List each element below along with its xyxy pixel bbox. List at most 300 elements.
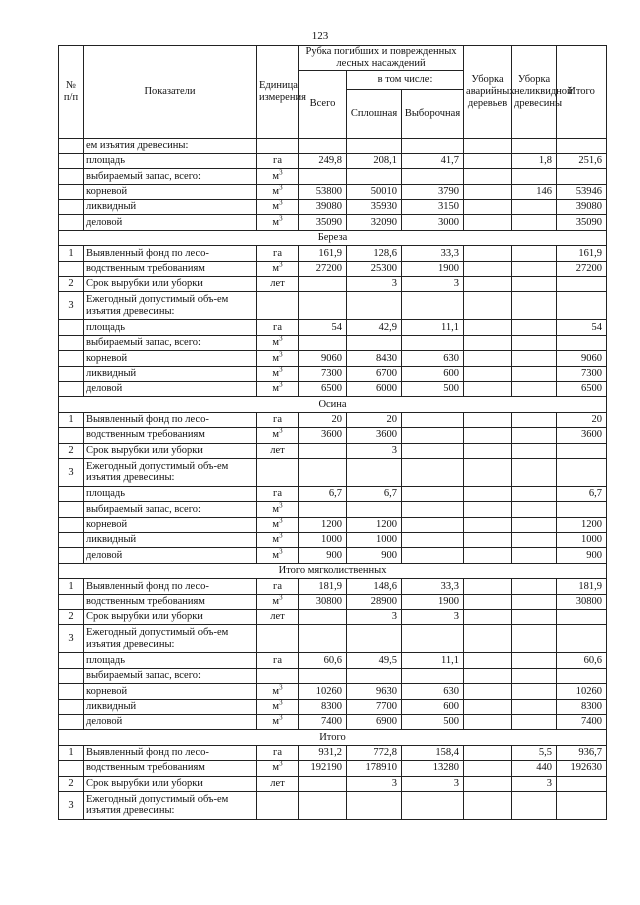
cell-value: 25300 [347, 261, 402, 276]
table-row [59, 715, 607, 730]
cell-value [464, 381, 512, 396]
cell-value: 931,2 [299, 745, 347, 760]
cell-unit [257, 668, 299, 683]
cell-value: 900 [557, 548, 607, 563]
cell-value [464, 351, 512, 366]
section-row [59, 397, 607, 412]
cell-num: 3 [59, 292, 84, 320]
col-num-header: № п/п [59, 46, 84, 139]
cell-value: 178910 [347, 761, 402, 776]
cell-indicator: площадь [84, 486, 257, 501]
cell-value [402, 548, 464, 563]
cell-value [464, 486, 512, 501]
cell-indicator: Выявленный фонд по лесо- [84, 579, 257, 594]
cell-value [402, 517, 464, 532]
cell-value: 3 [347, 277, 402, 292]
cell-value: 6,7 [557, 486, 607, 501]
cell-value [464, 184, 512, 199]
cell-value: 3000 [402, 215, 464, 230]
cell-value: 6500 [557, 381, 607, 396]
table-row [59, 533, 607, 548]
cell-value: 251,6 [557, 153, 607, 168]
cell-value: 192630 [557, 761, 607, 776]
cell-indicator: выбираемый запас, всего: [84, 335, 257, 350]
cell-num [59, 184, 84, 199]
cell-num [59, 502, 84, 517]
cell-value: 3600 [347, 428, 402, 443]
cell-value: 772,8 [347, 745, 402, 760]
cell-value [402, 458, 464, 486]
cell-value: 7700 [347, 699, 402, 714]
cell-value [512, 791, 557, 819]
cell-value: 630 [402, 684, 464, 699]
cell-value: 27200 [557, 261, 607, 276]
cell-value [464, 745, 512, 760]
cell-value [464, 335, 512, 350]
cell-value [299, 668, 347, 683]
table-row [59, 653, 607, 668]
cell-value: 60,6 [299, 653, 347, 668]
table-row [59, 428, 607, 443]
cell-value: 54 [557, 320, 607, 335]
cell-unit: $м^3$ [257, 184, 299, 199]
cell-indicator: Выявленный фонд по лесо- [84, 246, 257, 261]
cell-value: 33,3 [402, 579, 464, 594]
table-row [59, 699, 607, 714]
cell-value: 20 [299, 412, 347, 427]
cell-value: 500 [402, 715, 464, 730]
cell-value [402, 502, 464, 517]
cell-value [464, 776, 512, 791]
cell-value: 158,4 [402, 745, 464, 760]
table-row [59, 169, 607, 184]
cell-num [59, 261, 84, 276]
cell-value: 11,1 [402, 653, 464, 668]
cell-value: 1000 [557, 533, 607, 548]
cell-num: 3 [59, 791, 84, 819]
section-title: Осина [59, 397, 607, 412]
cell-unit: га [257, 320, 299, 335]
cell-value [557, 292, 607, 320]
cell-value [512, 200, 557, 215]
cell-unit: га [257, 653, 299, 668]
cell-value: 3 [402, 610, 464, 625]
cell-num [59, 153, 84, 168]
cell-indicator: Ежегодный допустимый объ-ем изъятия древесины: [84, 292, 257, 320]
cell-value [512, 215, 557, 230]
cell-indicator: деловой [84, 215, 257, 230]
cell-value [512, 412, 557, 427]
cell-indicator: деловой [84, 715, 257, 730]
cell-value [512, 428, 557, 443]
cell-indicator: водственным требованиям [84, 261, 257, 276]
cell-value [464, 668, 512, 683]
table-row [59, 443, 607, 458]
col-selective-header: Выборочная [402, 89, 464, 138]
cell-value [464, 610, 512, 625]
cell-value [347, 625, 402, 653]
cell-value [402, 335, 464, 350]
cell-num [59, 169, 84, 184]
cell-value [557, 625, 607, 653]
cell-value [299, 138, 347, 153]
cell-value [512, 138, 557, 153]
col-total-header: Всего [299, 70, 347, 138]
table-row [59, 684, 607, 699]
cell-value: 1900 [402, 594, 464, 609]
col-emergency-header: Уборка аварийных деревьев [464, 46, 512, 139]
cell-value: 7400 [557, 715, 607, 730]
cell-indicator: деловой [84, 548, 257, 563]
cell-indicator: Срок вырубки или уборки [84, 443, 257, 458]
cell-num [59, 761, 84, 776]
cell-value [464, 320, 512, 335]
cell-value: 28900 [347, 594, 402, 609]
cell-value: 900 [299, 548, 347, 563]
cell-indicator: ликвидный [84, 366, 257, 381]
cell-value [557, 668, 607, 683]
cell-indicator: выбираемый запас, всего: [84, 668, 257, 683]
cell-indicator: выбираемый запас, всего: [84, 169, 257, 184]
cell-indicator: Выявленный фонд по лесо- [84, 745, 257, 760]
cell-num [59, 215, 84, 230]
table-row [59, 517, 607, 532]
cell-unit: $м^3$ [257, 428, 299, 443]
cell-unit: $м^3$ [257, 366, 299, 381]
table-row [59, 246, 607, 261]
cell-value [402, 668, 464, 683]
cell-value [512, 653, 557, 668]
cell-value [402, 169, 464, 184]
cell-value [299, 791, 347, 819]
cell-value: 600 [402, 366, 464, 381]
cell-value: 49,5 [347, 653, 402, 668]
cell-unit: $м^3$ [257, 517, 299, 532]
cell-value [464, 412, 512, 427]
cell-indicator: выбираемый запас, всего: [84, 502, 257, 517]
cell-indicator: Срок вырубки или уборки [84, 776, 257, 791]
cell-num [59, 366, 84, 381]
forest-cutting-table [58, 45, 607, 820]
section-row [59, 563, 607, 578]
cell-unit [257, 791, 299, 819]
cell-value: 27200 [299, 261, 347, 276]
table-row [59, 594, 607, 609]
cell-value [512, 715, 557, 730]
cell-value [464, 215, 512, 230]
cell-value [512, 684, 557, 699]
cell-value: 9060 [557, 351, 607, 366]
cell-indicator: Выявленный фонд по лесо- [84, 412, 257, 427]
cell-value: 1,8 [512, 153, 557, 168]
table-row [59, 761, 607, 776]
table-row [59, 668, 607, 683]
cell-unit: $м^3$ [257, 684, 299, 699]
cell-value [512, 517, 557, 532]
section-title: Береза [59, 230, 607, 245]
cell-value: 20 [347, 412, 402, 427]
cell-value: 9060 [299, 351, 347, 366]
cell-value: 1200 [347, 517, 402, 532]
table-row [59, 215, 607, 230]
cell-value: 33,3 [402, 246, 464, 261]
table-row [59, 458, 607, 486]
cell-value: 3 [402, 277, 464, 292]
cell-value [557, 502, 607, 517]
cell-num [59, 138, 84, 153]
cell-value [464, 533, 512, 548]
cell-indicator: площадь [84, 320, 257, 335]
cell-value [299, 610, 347, 625]
cell-indicator: водственным требованиям [84, 428, 257, 443]
cell-value [512, 486, 557, 501]
cell-value: 3600 [299, 428, 347, 443]
cell-unit [257, 138, 299, 153]
cell-value [557, 458, 607, 486]
cell-value [512, 699, 557, 714]
table-row [59, 351, 607, 366]
cell-value [464, 458, 512, 486]
cell-value: 7300 [557, 366, 607, 381]
cell-value: 32090 [347, 215, 402, 230]
cell-value: 53946 [557, 184, 607, 199]
cell-value [347, 138, 402, 153]
cell-value [512, 594, 557, 609]
cell-value: 161,9 [299, 246, 347, 261]
cell-num [59, 668, 84, 683]
cell-value: 3790 [402, 184, 464, 199]
cell-num [59, 548, 84, 563]
table-row [59, 502, 607, 517]
cell-value: 53800 [299, 184, 347, 199]
cell-value: 161,9 [557, 246, 607, 261]
cell-value: 8430 [347, 351, 402, 366]
cell-value: 35090 [299, 215, 347, 230]
cell-value [299, 335, 347, 350]
table-row [59, 625, 607, 653]
cell-value [464, 153, 512, 168]
cell-value [402, 412, 464, 427]
cell-value [347, 502, 402, 517]
cell-value [402, 138, 464, 153]
cell-value [512, 246, 557, 261]
cell-indicator: корневой [84, 517, 257, 532]
cell-unit: га [257, 153, 299, 168]
cell-value [464, 699, 512, 714]
cell-num [59, 381, 84, 396]
cell-value [464, 277, 512, 292]
cell-value [557, 443, 607, 458]
cell-value [557, 277, 607, 292]
cell-value: 181,9 [299, 579, 347, 594]
cell-value: 6900 [347, 715, 402, 730]
cell-unit: лет [257, 443, 299, 458]
cell-num: 2 [59, 610, 84, 625]
cell-value [464, 579, 512, 594]
cell-unit: $м^3$ [257, 200, 299, 215]
cell-value [464, 200, 512, 215]
table-row [59, 579, 607, 594]
cell-value: 1200 [299, 517, 347, 532]
cell-value: 208,1 [347, 153, 402, 168]
cell-value: 10260 [299, 684, 347, 699]
cell-indicator: корневой [84, 184, 257, 199]
cell-indicator: ликвидный [84, 200, 257, 215]
table-row [59, 261, 607, 276]
cell-unit: $м^3$ [257, 215, 299, 230]
cell-value [464, 625, 512, 653]
col-group-header: Рубка погибших и поврежденных лесных насаждений [299, 46, 464, 71]
cell-indicator: водственным требованиям [84, 594, 257, 609]
cell-unit: $м^3$ [257, 533, 299, 548]
cell-num [59, 715, 84, 730]
cell-unit: лет [257, 776, 299, 791]
cell-num: 1 [59, 579, 84, 594]
cell-indicator: корневой [84, 351, 257, 366]
cell-value [464, 517, 512, 532]
cell-value [299, 625, 347, 653]
cell-value [299, 443, 347, 458]
cell-value [512, 533, 557, 548]
cell-value: 181,9 [557, 579, 607, 594]
cell-value [512, 625, 557, 653]
cell-value [512, 169, 557, 184]
cell-num [59, 320, 84, 335]
cell-value: 50010 [347, 184, 402, 199]
cell-num [59, 351, 84, 366]
cell-value: 3 [347, 443, 402, 458]
cell-value: 39080 [557, 200, 607, 215]
cell-value: 500 [402, 381, 464, 396]
cell-value [557, 138, 607, 153]
cell-value [347, 169, 402, 184]
col-unit-header: Единица измерения [257, 46, 299, 139]
cell-unit: га [257, 412, 299, 427]
section-row [59, 730, 607, 745]
cell-num [59, 428, 84, 443]
cell-value: 6,7 [299, 486, 347, 501]
cell-value [557, 169, 607, 184]
cell-value: 6500 [299, 381, 347, 396]
cell-value: 3 [402, 776, 464, 791]
cell-indicator: Ежегодный допустимый объ-ем изъятия древесины: [84, 791, 257, 819]
cell-value [512, 668, 557, 683]
cell-num [59, 200, 84, 215]
cell-value [512, 277, 557, 292]
cell-value [464, 502, 512, 517]
table-row [59, 486, 607, 501]
table-body [59, 138, 607, 819]
cell-indicator: площадь [84, 153, 257, 168]
cell-value: 1900 [402, 261, 464, 276]
cell-value [557, 335, 607, 350]
table-row [59, 335, 607, 350]
cell-value [347, 458, 402, 486]
cell-value [402, 292, 464, 320]
cell-num [59, 684, 84, 699]
section-row [59, 230, 607, 245]
cell-value [464, 292, 512, 320]
cell-value: 936,7 [557, 745, 607, 760]
cell-unit [257, 458, 299, 486]
cell-value: 3 [512, 776, 557, 791]
cell-value [464, 761, 512, 776]
cell-value: 1000 [347, 533, 402, 548]
cell-value: 3 [347, 776, 402, 791]
cell-unit: га [257, 579, 299, 594]
table-row [59, 366, 607, 381]
cell-unit: $м^3$ [257, 335, 299, 350]
col-indicators-header: Показатели [84, 46, 257, 139]
cell-num: 3 [59, 458, 84, 486]
cell-value [464, 684, 512, 699]
cell-value [512, 548, 557, 563]
cell-value [464, 138, 512, 153]
cell-value [347, 791, 402, 819]
cell-unit [257, 292, 299, 320]
cell-value: 249,8 [299, 153, 347, 168]
cell-value: 146 [512, 184, 557, 199]
cell-indicator: Срок вырубки или уборки [84, 610, 257, 625]
cell-value: 148,6 [347, 579, 402, 594]
cell-value [464, 791, 512, 819]
cell-value [512, 381, 557, 396]
cell-value [464, 594, 512, 609]
cell-value: 1000 [299, 533, 347, 548]
cell-num [59, 517, 84, 532]
cell-indicator: водственным требованиям [84, 761, 257, 776]
cell-unit: $м^3$ [257, 699, 299, 714]
table-row [59, 381, 607, 396]
cell-value: 41,7 [402, 153, 464, 168]
cell-unit: га [257, 745, 299, 760]
cell-value: 7300 [299, 366, 347, 381]
cell-indicator: Ежегодный допустимый объ-ем изъятия древесины: [84, 458, 257, 486]
cell-value: 6000 [347, 381, 402, 396]
col-illiquid-header: Уборка неликвидной древесины [512, 46, 557, 139]
cell-num [59, 533, 84, 548]
cell-num [59, 335, 84, 350]
section-title: Итого [59, 730, 607, 745]
table-row [59, 776, 607, 791]
cell-value: 39080 [299, 200, 347, 215]
cell-value [402, 443, 464, 458]
cell-value: 630 [402, 351, 464, 366]
cell-unit: $м^3$ [257, 761, 299, 776]
cell-unit: $м^3$ [257, 548, 299, 563]
cell-value [512, 351, 557, 366]
table-row [59, 153, 607, 168]
cell-value [299, 458, 347, 486]
cell-value [512, 320, 557, 335]
table-row [59, 277, 607, 292]
col-subgroup-header: в том числе: [347, 70, 464, 89]
cell-value: 192190 [299, 761, 347, 776]
cell-value [557, 610, 607, 625]
cell-value: 440 [512, 761, 557, 776]
cell-value: 900 [347, 548, 402, 563]
cell-value [299, 292, 347, 320]
cell-value: 8300 [557, 699, 607, 714]
cell-value: 42,9 [347, 320, 402, 335]
cell-unit: $м^3$ [257, 351, 299, 366]
cell-value [557, 791, 607, 819]
cell-num [59, 699, 84, 714]
cell-indicator: Ежегодный допустимый объ-ем изъятия древесины: [84, 625, 257, 653]
cell-value [464, 428, 512, 443]
cell-value [512, 443, 557, 458]
cell-indicator: ликвидный [84, 533, 257, 548]
